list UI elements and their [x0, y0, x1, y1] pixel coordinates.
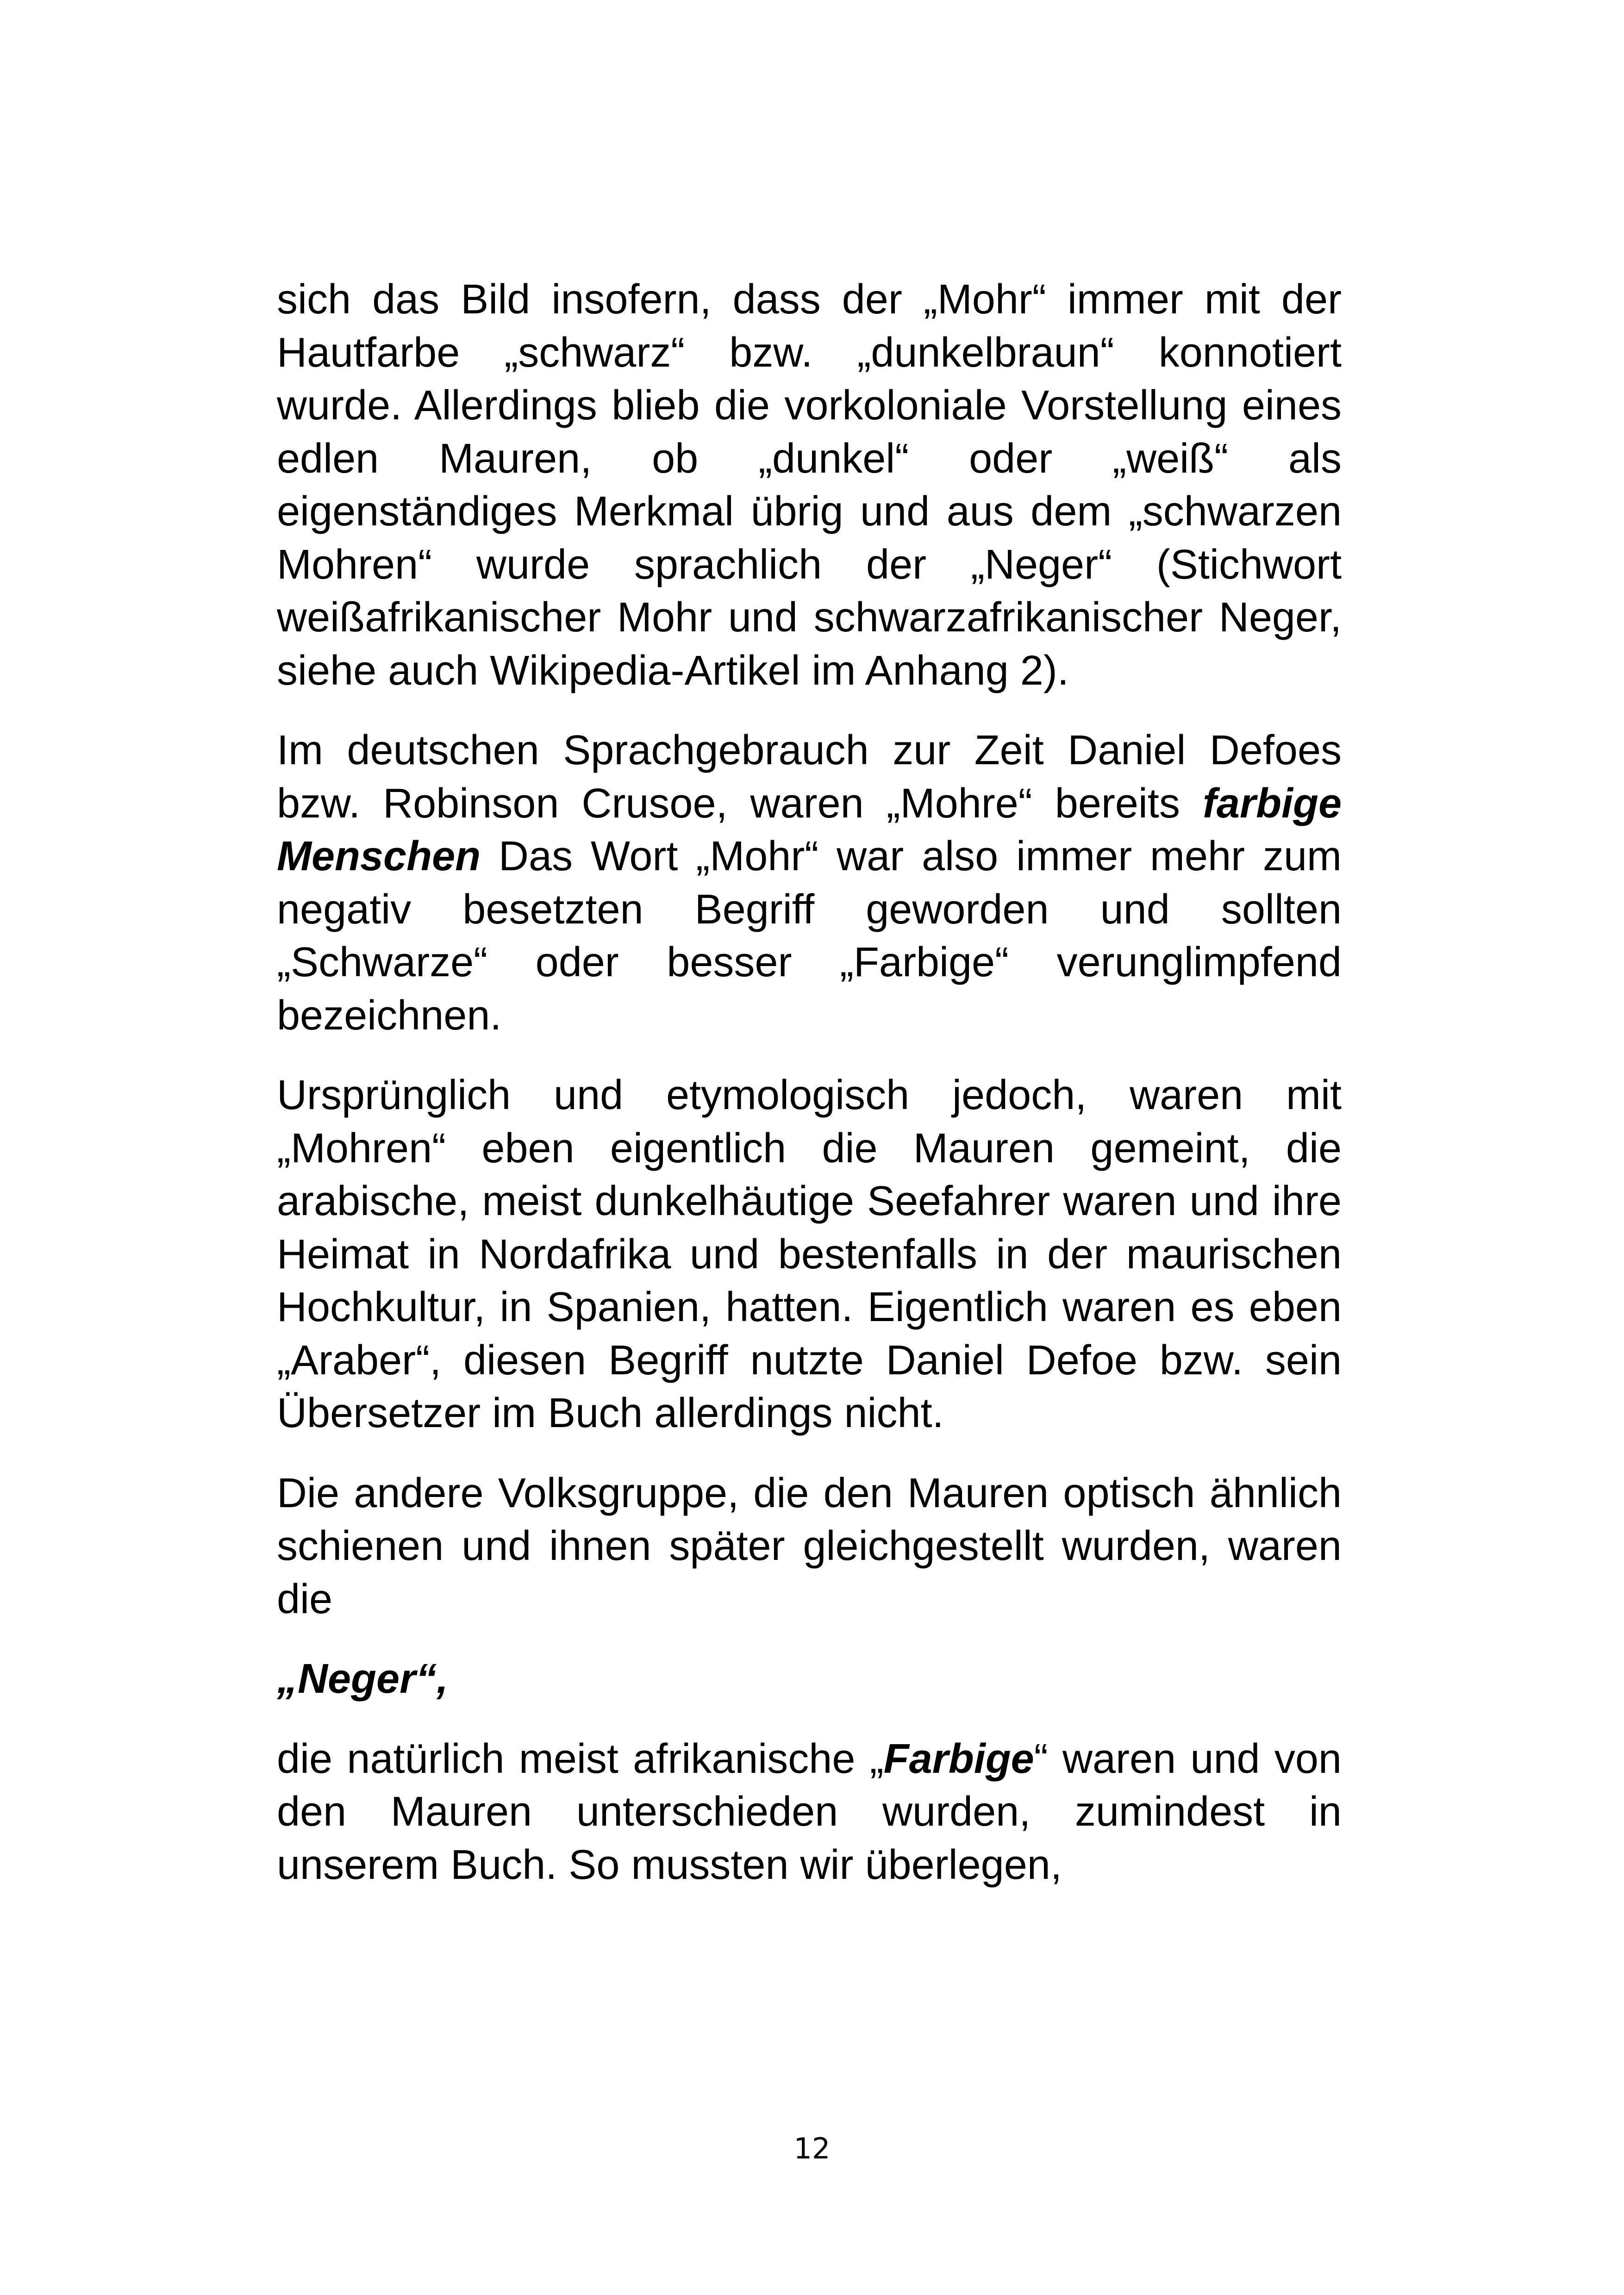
- section-heading: „Neger“,: [277, 1656, 449, 1702]
- document-body: [277, 273, 1342, 1891]
- paragraph-2-text-before: Im deutschen Sprachgebrauch zur Zeit Daniel Defoes bzw. Robinson Crusoe, waren „Mohre“ bereits: [277, 727, 1342, 827]
- paragraph-5-text-after: “ waren und von den Mauren unterschieden wurden, zumindest in unserem Buch. So mussten wir überlegen,: [277, 1735, 1342, 1888]
- page-number: 12: [793, 2132, 831, 2165]
- paragraph-5-emphasis: Farbige: [883, 1735, 1034, 1782]
- paragraph-1: sich das Bild insofern, dass der „Mohr“ immer mit der Hautfarbe „schwarz“ bzw. „dunkelbraun“ konnotiert wurde. Allerdings blieb die vorkoloniale Vorstellung eines edlen Mauren, ob „dunkel“ oder „weiß“ als eigenständiges Merkmal übrig und aus dem „schwarzen Mohren“ wurde sprachlich der „Neger“ (Stichwort weißafrikanischer Mohr und schwarzafrikanischer Neger, siehe auch Wikipedia-Artikel im Anhang 2).: [277, 276, 1342, 694]
- paragraph-2-emphasis: farbige Menschen: [277, 780, 1342, 879]
- paragraph-2: [277, 724, 1342, 1042]
- paragraph-4: Die andere Volksgruppe, die den Mauren optisch ähnlich schienen und ihnen später gleichgestellt wurden, waren die: [277, 1470, 1342, 1622]
- paragraph-3: Ursprünglich und etymologisch jedoch, waren mit „Mohren“ eben eigentlich die Mauren gemeint, die arabische, meist dunkelhäutige Seefahrer waren und ihre Heimat in Nordafrika und bestenfalls in der maurischen Hochkultur, in Spanien, hatten. Eigentlich waren es eben „Araber“, diesen Begriff nutzte Daniel Defoe bzw. sein Übersetzer im Buch allerdings nicht.: [277, 1072, 1342, 1436]
- paragraph-5-text-before: die natürlich meist afrikanische „: [277, 1735, 884, 1782]
- paragraph-2-text-after: Das Wort „Mohr“ war also immer mehr zum negativ besetzten Begriff geworden und sollten „Schwarze“ oder besser „Farbige“ verunglimpfend bezeichnen.: [277, 833, 1342, 1039]
- paragraph-5: [277, 1733, 1342, 1892]
